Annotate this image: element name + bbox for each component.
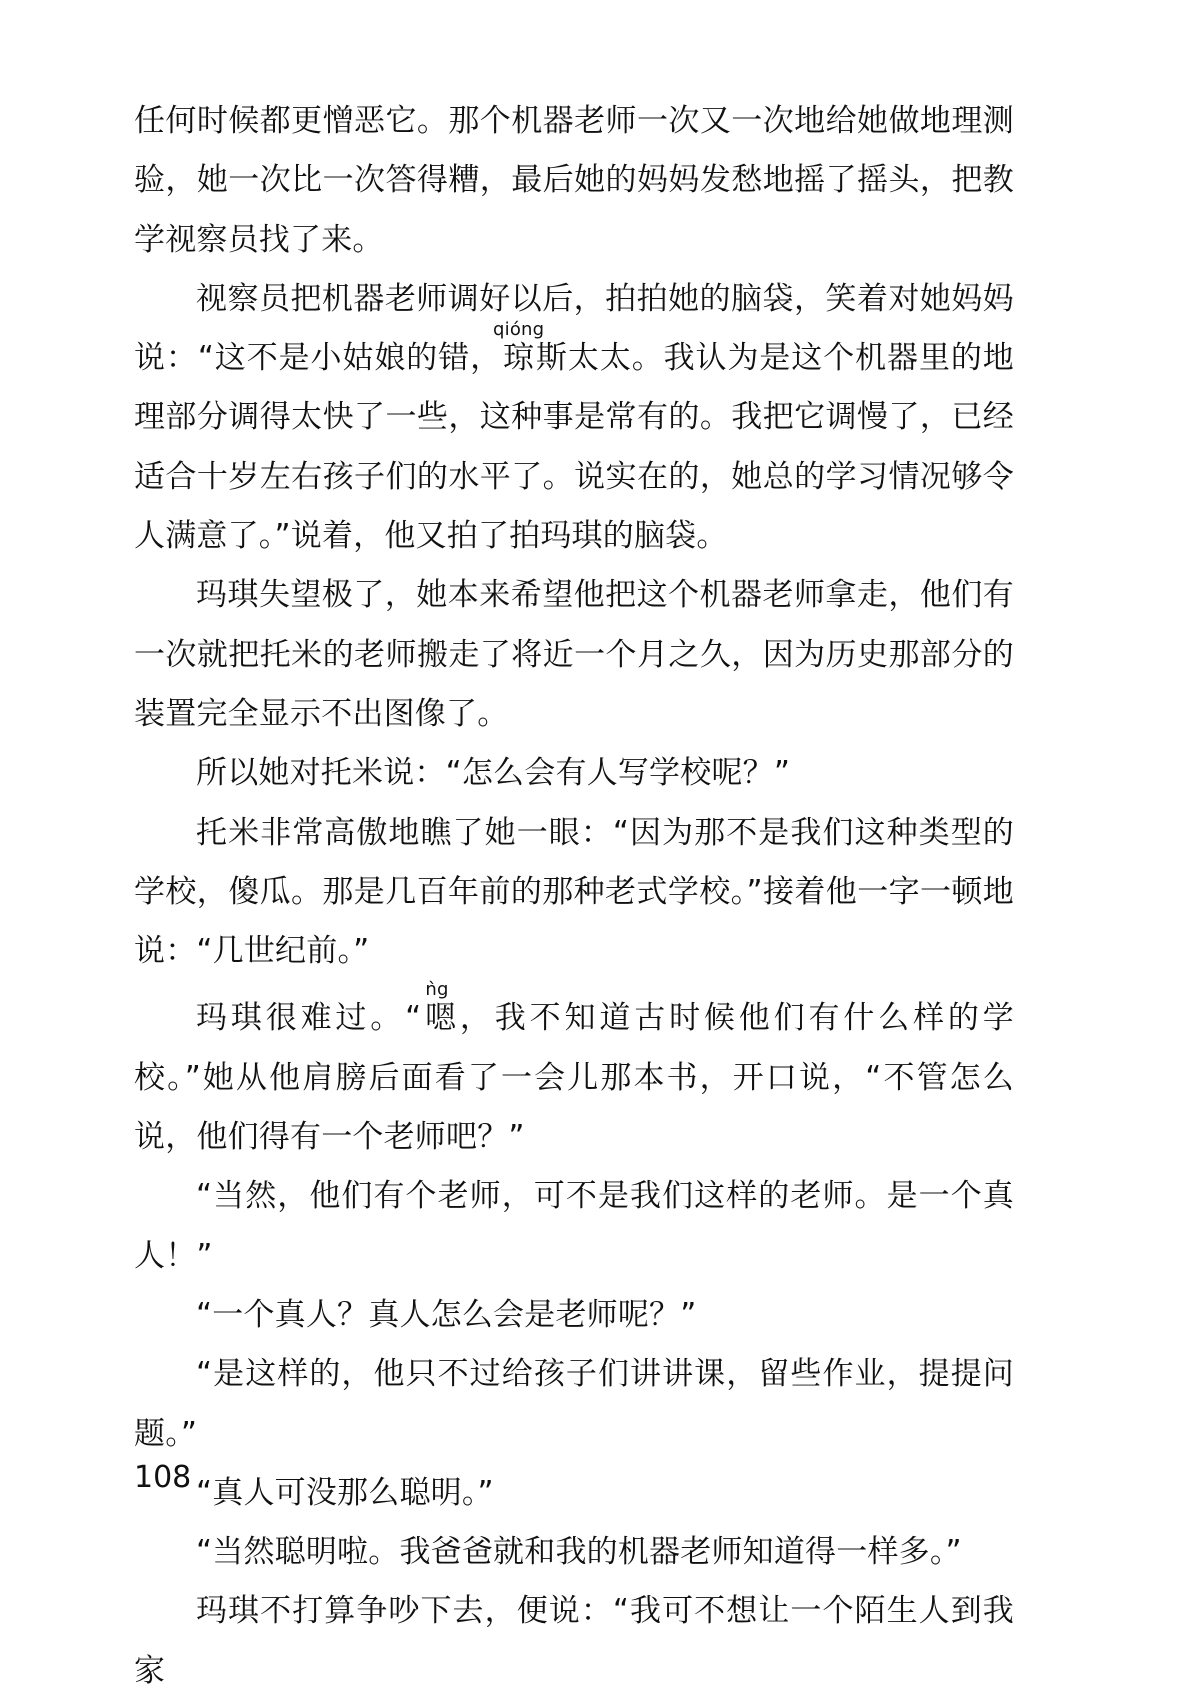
paragraph-6: 玛琪很难过。“嗯ǹg，我不知道古时候他们有什么样的学校。”她从他肩膀后面看了一会儿那本书，开口说，“不管怎么说，他们得有一个老师吧？” — [134, 979, 1014, 1156]
body-text — [134, 92, 1014, 1701]
ruby-annotation-qiong: 琼qióng — [493, 319, 545, 377]
paragraph-12: 玛琪不打算争吵下去，便说：“我可不想让一个陌生人到我家 — [134, 1593, 1014, 1689]
paragraph-5: 托米非常高傲地瞧了她一眼：“因为那不是我们这种类型的学校，傻瓜。那是几百年前的那种老式学校。”接着他一字一顿地说：“几世纪前。” — [134, 814, 1014, 970]
ruby-annotation-ng: 嗯ǹg — [421, 979, 460, 1037]
paragraph-4: 所以她对托米说：“怎么会有人写学校呢？” — [196, 755, 791, 792]
paragraph-9: “是这样的，他只不过给孩子们讲讲课，留些作业，提提问题。” — [134, 1356, 1014, 1452]
page-number: 108 — [134, 1460, 192, 1495]
paragraph-10: “真人可没那么聪明。” — [196, 1474, 494, 1511]
paragraph-8: “一个真人？真人怎么会是老师呢？” — [196, 1296, 697, 1333]
paragraph-11: “当然聪明啦。我爸爸就和我的机器老师知道得一样多。” — [196, 1534, 962, 1571]
paragraph-1: 任何时候都更憎恶它。那个机器老师一次又一次地给她做地理测验，她一次比一次答得糟，最后她的妈妈发愁地摇了摇头，把教学视察员找了来。 — [134, 103, 1014, 258]
paragraph-7: “当然，他们有个老师，可不是我们这样的老师。是一个真人！” — [134, 1178, 1014, 1274]
paragraph-3: 玛琪失望极了，她本来希望他把这个机器老师拿走，他们有一次就把托米的老师搬走了将近一个月之久，因为历史那部分的装置完全显示不出图像了。 — [134, 577, 1014, 732]
paragraph-2: 视察员把机器老师调好以后，拍拍她的脑袋，笑着对她妈妈说：“这不是小姑娘的错，琼qióng斯太太。我认为是这个机器里的地理部分调得太快了一些，这种事是常有的。我把它调慢了，已经适合十岁左右孩子们的水平了。说实在的，她总的学习情况够令人满意了。”说着，他又拍了拍玛琪的脑袋。 — [134, 280, 1014, 555]
